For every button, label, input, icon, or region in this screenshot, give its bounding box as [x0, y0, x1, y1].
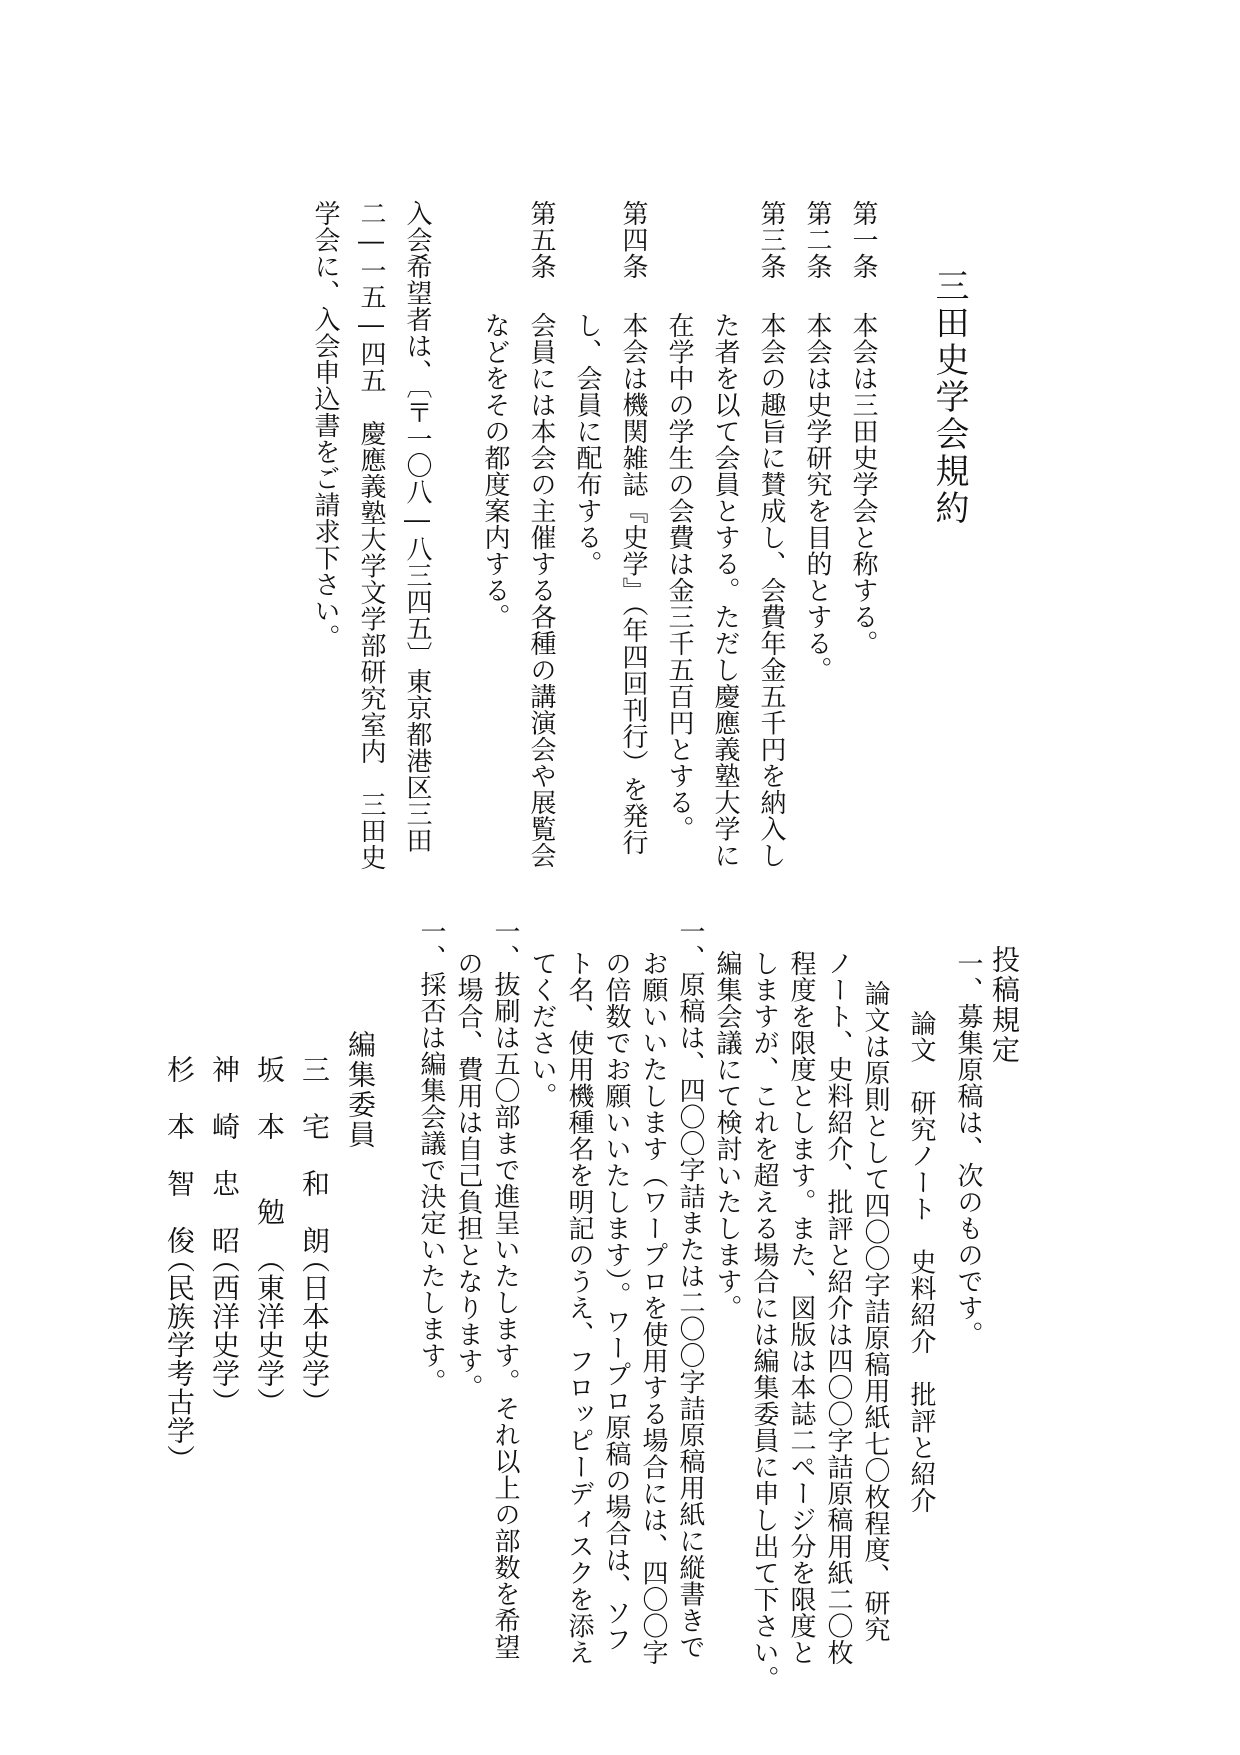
editor-4-field: （民族学考古学）: [163, 1245, 196, 1473]
editor-2-field: （東洋史学）: [253, 1245, 286, 1416]
submission-line-2: 論文 研究ノート 史料紹介 批評と紹介: [906, 1010, 936, 1514]
submission-line-15: 一、採否は編集会議で決定いたします。: [416, 918, 446, 1395]
submission-line-6: しますが、これを超える場合には編集委員に申し出て下さい。: [749, 950, 779, 1692]
submission-line-10: の倍数でお願いいたします）。ワープロ原稿の場合は、ソフ: [601, 950, 631, 1653]
editor-3-field: （西洋史学）: [208, 1245, 241, 1416]
bylaws-title: 三田史学会規約: [929, 268, 969, 527]
membership-line-1: 入会希望者は、〔〒一〇八―八三四五〕東京都港区三田: [402, 200, 432, 854]
article-3-line-1: 本会の趣旨に賛成し、会費年金五千円を納入し: [756, 312, 786, 869]
submission-line-4: ノート、史料紹介、批評と紹介は四〇〇字詰原稿用紙二〇枚: [823, 950, 853, 1666]
submission-line-14: の場合、費用は自己負担となります。: [453, 950, 483, 1401]
submission-line-12: てください。: [527, 950, 557, 1109]
membership-line-3: 学会に、入会申込書をご請求下さい。: [310, 200, 340, 651]
submission-line-5: 程度を限度とします。また、図版は本誌二ページ分を限度と: [786, 950, 816, 1666]
article-2-line-1: 本会は史学研究を目的とする。: [802, 312, 832, 683]
editor-2-name: 坂 本 勉: [253, 1055, 286, 1226]
article-3-line-3: 在学中の学生の会費は金三千五百円とする。: [664, 312, 694, 842]
article-5-label: 第五条: [526, 200, 556, 280]
article-1-label: 第一条: [848, 200, 878, 280]
editor-1-name: 三 宅 和 朗: [298, 1055, 331, 1255]
article-2-label: 第二条: [802, 200, 832, 280]
article-3-label: 第三条: [756, 200, 786, 280]
article-1-line-1: 本会は三田史学会と称する。: [848, 312, 878, 657]
submission-line-1: 一、募集原稿は、次のものです。: [953, 950, 983, 1348]
editor-1-field: （日本史学）: [298, 1245, 331, 1416]
editor-3-name: 神 崎 忠 昭: [208, 1055, 241, 1255]
article-5-line-2: などをその都度案内する。: [480, 312, 510, 630]
submission-line-7: 編集会議にて検討いたします。: [712, 950, 742, 1321]
editors-title: 編集委員: [344, 1030, 377, 1150]
submission-line-3: 論文は原則として四〇〇字詰原稿用紙七〇枚程度、研究: [860, 980, 890, 1643]
article-3-line-2: た者を以て会員とする。ただし慶應義塾大学に: [710, 312, 740, 869]
article-4-line-1: 本会は機関雑誌『史学』（年四回刊行）を発行: [618, 312, 648, 856]
article-5-line-1: 会員には本会の主催する各種の講演会や展覧会: [526, 312, 556, 869]
editor-4-name: 杉 本 智 俊: [163, 1055, 196, 1255]
submission-line-11: ト名、使用機種名を明記のうえ、フロッピーディスクを添え: [564, 950, 594, 1666]
article-4-line-2: し、会員に配布する。: [572, 312, 602, 577]
submission-line-8: 一、原稿は、四〇〇字詰または二〇〇字詰原稿用紙に縦書きで: [675, 918, 705, 1660]
submission-title: 投稿規定: [988, 945, 1021, 1065]
membership-line-2: 二―一五―四五 慶應義塾大学文学部研究室内 三田史: [356, 200, 386, 871]
submission-line-9: お願いいたします（ワープロを使用する場合には、四〇〇字: [638, 950, 668, 1666]
article-4-label: 第四条: [618, 200, 648, 280]
submission-line-13: 一、抜刷は五〇部まで進呈いたします。それ以上の部数を希望: [490, 918, 520, 1660]
